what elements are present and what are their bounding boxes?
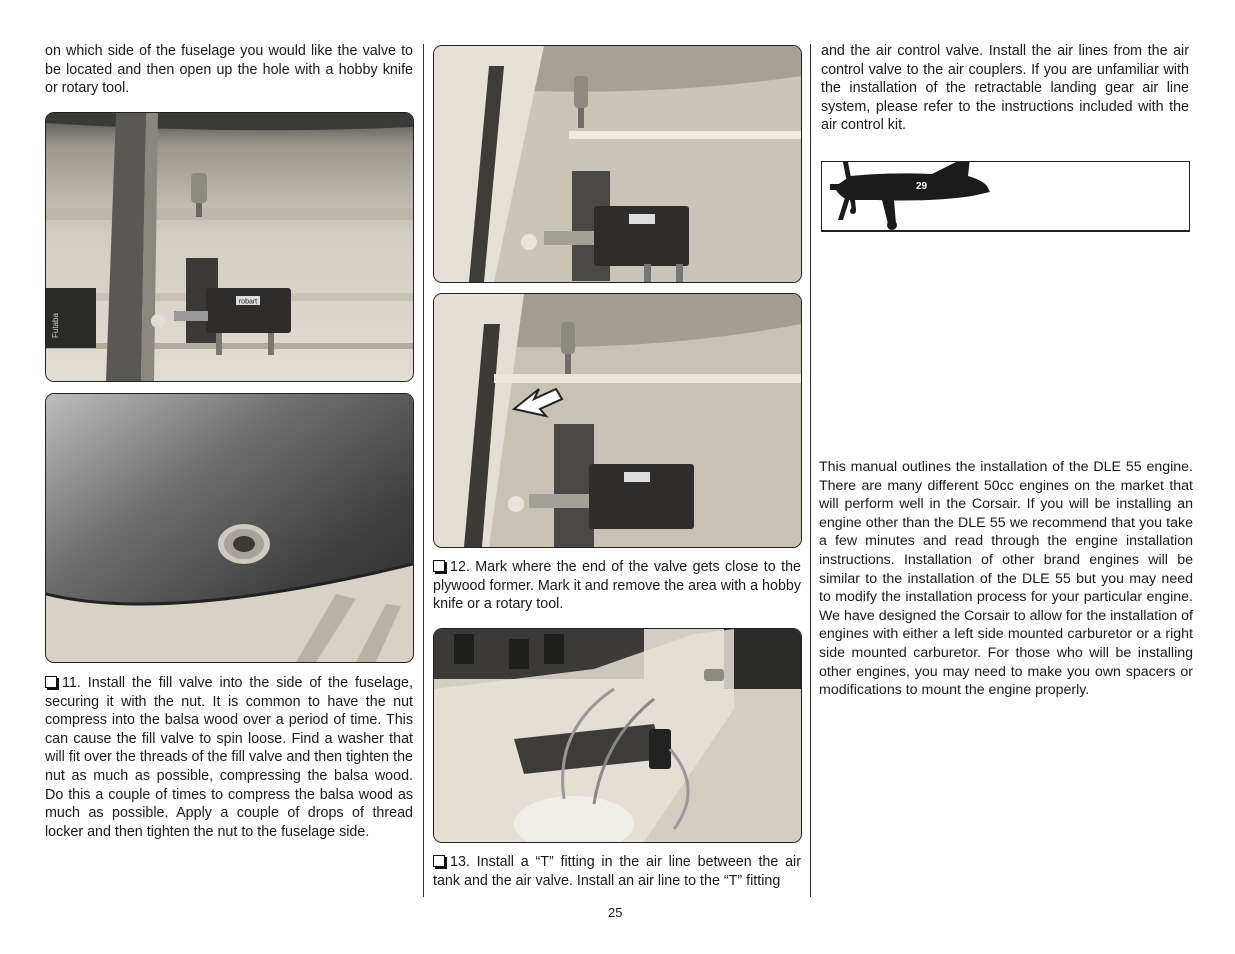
engine-installation-text: [819, 458, 1193, 700]
step-11-checkbox[interactable]: [45, 676, 57, 688]
intro-paragraph: on which side of the fuselage you would like the valve to be located and then open up the hole with a hobby knife or rotary tool.: [45, 43, 413, 97]
servo-brand-label: Futaba: [51, 313, 60, 338]
step-12-checkbox[interactable]: [433, 560, 445, 572]
photo-valve-former: [433, 45, 802, 283]
intro-text: [45, 42, 413, 98]
step-13-checkbox[interactable]: [433, 855, 445, 867]
photo-fill-valve-nut: [45, 393, 414, 663]
valve-brand-label: robart: [238, 298, 258, 306]
photo-valve-arrow: [433, 293, 802, 548]
step-13-paragraph: 13. Install a “T” fitting in the air line between the air tank and the air valve. Install an air line to the “T” fitting: [433, 854, 801, 889]
column-divider-right: [810, 44, 811, 897]
photo-air-tank-lines: [433, 628, 802, 843]
step-13-continued-paragraph: and the air control valve. Install the air lines from the air control valve to the air couplers. If you are unfamiliar with the installation of the retractable landing gear air line system, please refer to the instructions included with the air control kit.: [821, 43, 1189, 134]
corsair-silhouette-icon: [836, 162, 990, 201]
section-banner: [821, 161, 1190, 232]
step-12-paragraph: 12. Mark where the end of the valve gets close to the plywood former. Mark it and remove the area with a hobby knife or a rotary tool.: [433, 559, 801, 613]
photo-fill-valve-inside: [45, 112, 414, 382]
column-divider-left: [423, 44, 424, 897]
step-11-paragraph: 11. Install the fill valve into the side of the fuselage, securing it with the nut. It is common to have the nut compress into the balsa wood over a period of time. This can cause the fill valve to spin loose. Find a washer that will fit over the threads of the fill valve and then tighten the nut as much as possible, compressing the balsa wood. Do this a couple of times to compress the balsa wood as much as possible. Apply a couple of drops of thread locker and then tighten the nut to the fuselage side.: [45, 675, 413, 840]
plane-number-label: 29: [916, 181, 928, 192]
page-number: 25: [608, 905, 623, 920]
step-13-continued-text: [821, 42, 1189, 135]
step-13-text: [433, 853, 801, 890]
engine-installation-paragraph: This manual outlines the installation of the DLE 55 engine. There are many different 50cc engines on the market that will perform well in the Corsair. If you will be installing an engine other than the DLE 55 we recommend that you take a few minutes and read through the engine installation instructions. Installation of other brand engines will be similar to the installation of the DLE 55 but you may need to modify the installation process for your particular engine. We have designed the Corsair to allow for the installation of engines with either a left side mounted carburetor or a right side mounted carburetor. For those who will be installing other engines, you may need to make you own spacers or modifications to mount the engine properly.: [819, 459, 1193, 699]
step-12-text: [433, 558, 801, 614]
step-11-text: [45, 674, 413, 841]
